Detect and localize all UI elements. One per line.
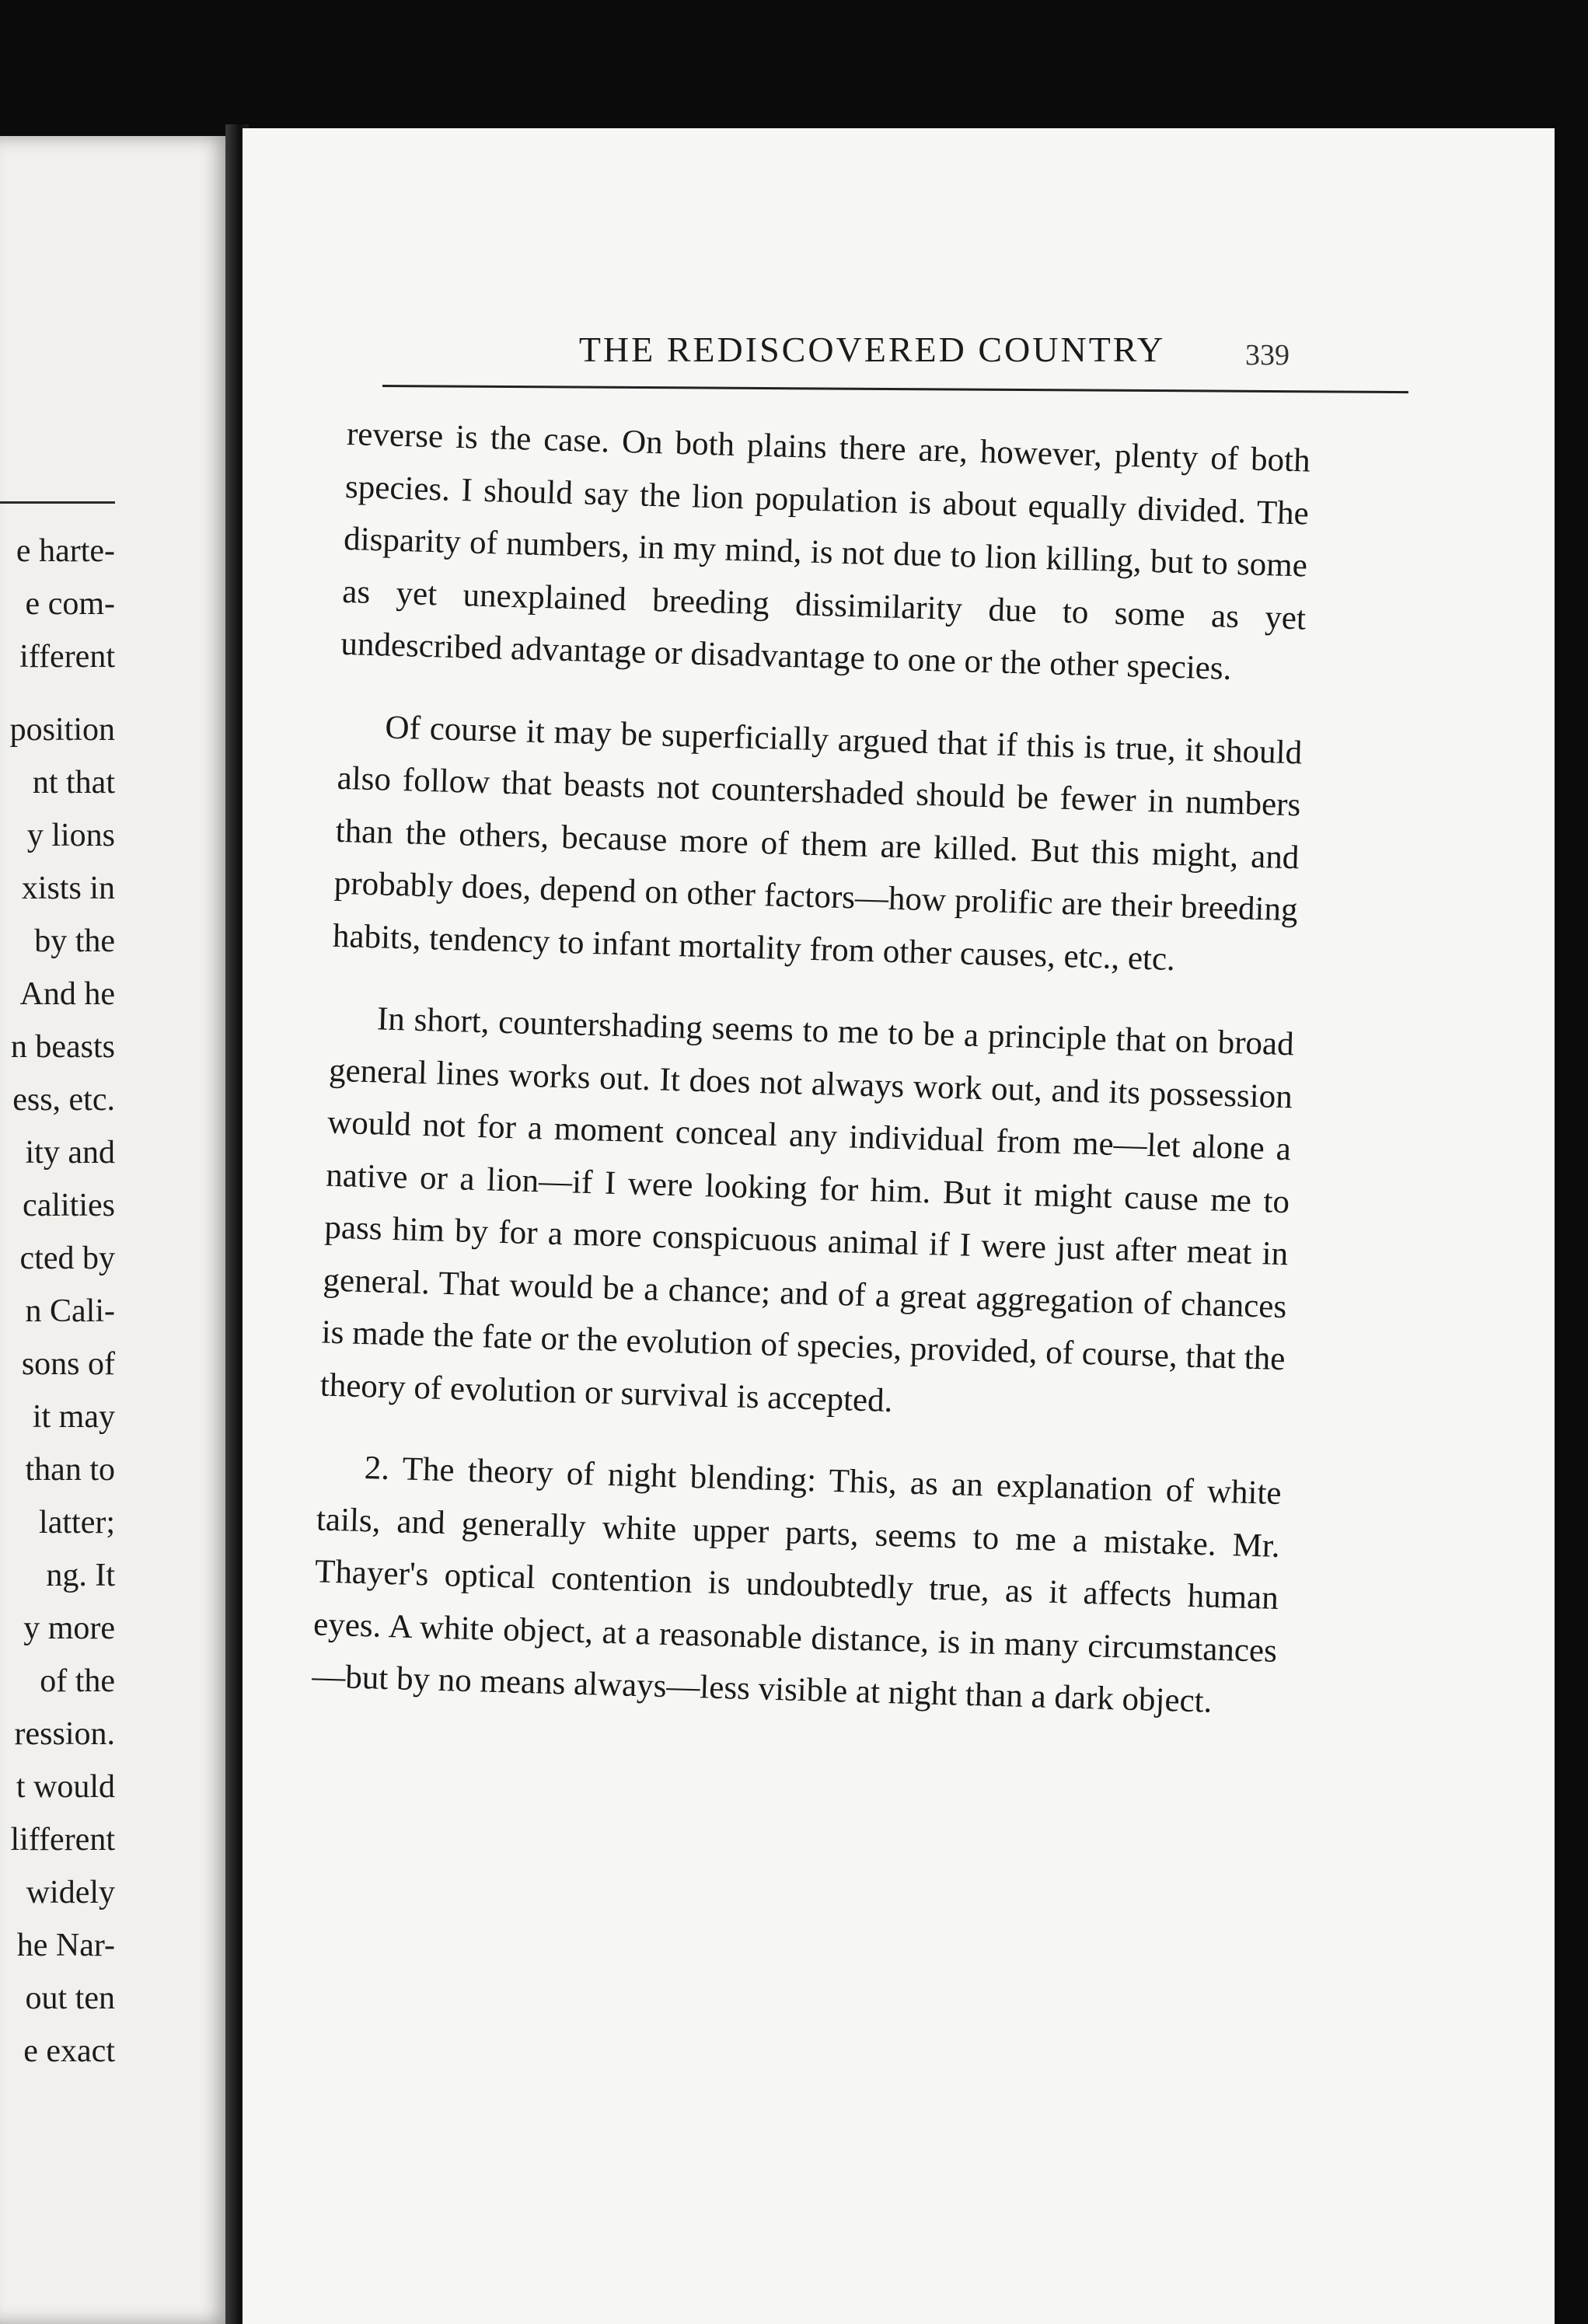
facing-page-line: calities	[23, 1188, 115, 1223]
facing-page-line: latter;	[39, 1505, 115, 1541]
facing-page-line: n Cali-	[25, 1293, 115, 1329]
facing-page-left	[0, 136, 233, 2324]
facing-page-line: by the	[34, 923, 115, 959]
facing-page-line: y lions	[26, 818, 115, 853]
facing-page-line: widely	[26, 1875, 115, 1910]
page-header	[243, 329, 1555, 391]
paragraph: In short, countershading seems to me to be a principle that on broad general lines works out. It does not always work out, and its possession would not for a moment conceal any individual from me—let alone a native or a lion—if I were looking for him. But it might cause me to pass him by for a more conspicuous animal if I were just after meat in general. That would be a chance; and of a great aggregation of chances is made the fate or the evolution of species, provided, of course, that the theory of evolution or survival is accepted.	[319, 1000, 1295, 1419]
facing-page-line: cted by	[19, 1241, 115, 1276]
facing-page-line: y more	[23, 1610, 115, 1646]
facing-page-line: ifferent	[19, 639, 115, 675]
facing-page-line: sons of	[21, 1346, 115, 1382]
paragraph: 2. The theory of night blending: This, as an explanation of white tails, and generally white upper parts, seems to me a mistake. Mr. Thayer's optical contention is undoubtedly true, as it affects human eyes. A white object, at a reasonable distance, is in many circumstances—but by no means always—less visible at night than a dark object.	[311, 1450, 1283, 1720]
facing-page-line: nt that	[32, 765, 115, 801]
facing-page-line: than to	[25, 1452, 115, 1488]
facing-page-line: position	[9, 712, 115, 748]
facing-page-line: e harte-	[16, 533, 115, 569]
facing-page-line: ess, etc.	[12, 1082, 115, 1118]
book-page	[243, 128, 1555, 2324]
running-title: THE REDISCOVERED COUNTRY	[578, 330, 1166, 369]
facing-page-line: e com-	[25, 586, 115, 622]
facing-page-line: he Nar-	[16, 1928, 115, 1963]
paragraph: Of course it may be superficially argued that if this is true, it should also follow that beasts not countershaded should be fewer in numbers than the others, because more of them are killed. But this might, and probably does, depend on other factors—how prolific are their breeding habits, tendency to infant mortality from other causes, etc., etc.	[332, 709, 1303, 978]
facing-page-line: e exact	[23, 2033, 115, 2069]
facing-page-line: of the	[40, 1663, 115, 1699]
facing-page-line: it may	[32, 1399, 115, 1435]
page-number: 339	[1245, 339, 1290, 372]
facing-page-line: ng. It	[46, 1558, 115, 1593]
facing-page-line: out ten	[25, 1980, 115, 2016]
facing-page-line: xists in	[21, 871, 115, 906]
facing-page-text	[0, 525, 115, 2078]
body-text	[310, 408, 1311, 1759]
facing-page-line: ression.	[14, 1716, 115, 1752]
facing-page-line: ity and	[25, 1135, 115, 1171]
facing-page-line: t would	[16, 1769, 115, 1805]
facing-page-line: lifferent	[10, 1822, 115, 1858]
paragraph: reverse is the case. On both plains there are, however, plenty of both species. I should say the lion population is about equally divided. The disparity of numbers, in my mind, is not due to lion killing, but to some as yet unexplained breeding dissimilarity due to some as yet undescribed advantage or disadvantage to one or the other species.	[340, 415, 1311, 687]
facing-page-line: n beasts	[10, 1029, 115, 1065]
facing-page-header-rule	[0, 501, 115, 504]
facing-page-line: And he	[19, 976, 115, 1012]
